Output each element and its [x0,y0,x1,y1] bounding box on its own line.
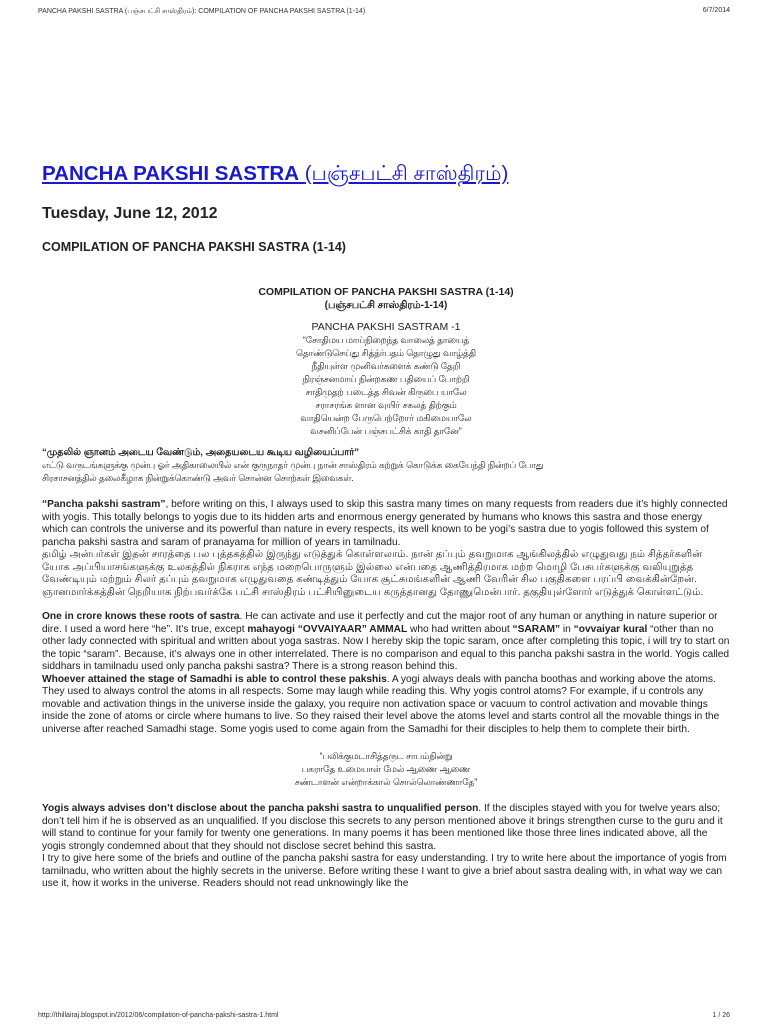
center-title: COMPILATION OF PANCHA PAKSHI SASTRA (1-14) [258,286,514,298]
post-content [42,158,730,891]
verse-line: “பலிக்குமடாசித்தருட சாபம்நின்று [319,751,453,761]
verse-block [42,334,730,438]
paragraph-lead: “Pancha pakshi sastram” [42,499,166,510]
blog-title-english: PANCHA PAKSHI SASTRA [42,162,300,185]
blog-title-link[interactable] [42,158,730,190]
footer-page-number: 1 / 26 [712,1012,730,1019]
paragraph-one-in-crore [42,611,730,674]
paragraph-text: . A yogi always deals with pancha boothas and working above the atoms. They used to always control the atoms in all respects. Some may laugh while reading this. Why yogis control atoms? For example, if u controls any movable and activation things in the universe inside the galaxy, you require non activation space or vacuum to control activation and movable things inside the zone of atoms or circle where humans to live. So they raised their level above the atoms level and starts control all the movable things in the universe after reached Samadhi stage. Some yogis used to come again from the Samadhi for their disciples to help them to complete their birth. [42,673,720,735]
verse-block-2 [42,750,730,789]
verse-line: நீதியுள்ள முனிவர்களைக் கண்டு தேறி [311,361,461,371]
paragraph-yogis-advise [42,803,730,853]
paragraph-samadhi [42,674,730,737]
paragraph-text: , before writing on this, I always used to skip this sastra many times on many requests from readers due it’s highly connected with yogis. This totally belongs to yogis due to its hidden arts and enormous energy generated by humans who knows this sastra and those energy which can controls the universe and its powerful than nature in every respects, its well known to be yogi’s sastra due to yogis followed this system of pancha pakshi sastra and saram of pranayama for million of years in tamilnadu. [42,499,728,548]
paragraph-text: who had written about [407,623,513,635]
paragraph-lead: Whoever attained the stage of Samadhi is able to control these pakshis [42,673,387,685]
verse-line: “சோதிமய மாய்நிறைந்த வாலைத் தாயைத் [302,335,470,345]
verse-line: வசனிப்பேன் பஞ்சபட்சிக் காதி தானே” [310,426,462,436]
bold-term: “SARAM” [512,623,561,635]
center-subtitle: (பஞ்சபட்சி சாஸ்திரம்-1-14) [324,300,448,311]
verse-line: சாதிமுதற் படைத்த சிவன் கிருபை யாலே [305,387,467,397]
tamil-line: எட்டு வருடங்களுக்கு முன்பு ஓர் அதிகாலையில் என் குருநாதர் முன்பு நான் சாஸ்திரம் கற்றுக் கொடுக்க கையேந்தி நின்றப் போது [42,460,544,470]
post-title[interactable]: COMPILATION OF PANCHA PAKSHI SASTRA (1-14) [42,240,346,254]
header-date: 6/7/2014 [702,7,730,14]
paragraph-lead: Yogis always advises don’t disclose about the pancha pakshi sastra to unqualified person [42,803,479,814]
print-footer [38,1012,730,1019]
tamil-intro-paragraph [42,446,730,485]
bold-name: mahayogi “OVVAIYAAR” AMMAL [247,623,408,635]
verse-line: சராசரங்க ளான வுயிர் சகலத் திற்கும் [315,400,457,410]
post-date: Tuesday, June 12, 2012 [42,205,218,222]
paragraph-text: in [560,623,574,635]
paragraph-text: . He can activate and use it perfectly and cut the major root of any human or anything in nature superior or dire. I used a word here “he”. It’s true, except [42,611,718,635]
verse-line: நிரஞ்சனமாய் நின்றகண பதியைப் போற்றி [302,374,470,384]
center-heading: PANCHA PAKSHI SASTRAM -1 [311,321,461,333]
paragraph-tamil-note: தமிழ் அன்பர்கள் இதன் சாரத்தை பல புத்தகத்தில் இருந்து எடுத்துக் கொள்ளலாம். நான் தப்பும் தவறுமாக ஆங்கிலத்தில் எழுதுவது நம் சித்தர்களின் யோக அப்பியாசங்களுக்கு உலகத்தில் நிகராக எந்த மறைபொருளும் இல்லை என்பதை ஆணித்திரமாக மற்ற மொழி பேசுபர்களுக்கு வலியுறுத்த வேண்டியும் மற்றும் சிலர் தப்பும் தவறுமாக எழுதுவதை கண்டித்தும் யோக சூட்சுமங்களின் ஆணி வேரின் சில பகுதிகளை பரப்பி வைக்கின்றேன். ஞானமார்க்கத்தின் நெறியாக நிற்பவர்க்கே பட்சி சாஸ்திரம் பட்சியினுடைய கருத்தானது தோணுமென்பார். தகுதியுள்ளோர் எடுத்துக் கொள்ளட்டும். [42,549,704,598]
header-page-title: PANCHA PAKSHI SASTRA (பஞ்சபட்சி சாஸ்திரம்): COMPILATION OF PANCHA PAKSHI SASTRA (1-14) [38,8,366,15]
verse-line: வாதியென்ற பேருபெற்றோர் மகிமையாலே [300,413,472,423]
verse-line: பகராதே உமையாள் மேல் ஆணை ஆணை [301,764,471,774]
paragraph-pancha-pakshi-sastram [42,499,730,549]
paragraph-text: . If the disciples stayed with you for twelve years also; don’t tell him if he is observed as an unqualified. If you disclose this secrets to any person mentioned above it brings strengthen curse to the guru and it will stand to continue for your family for twenty one generations. In many poems it has been mentioned like those three lines indicated above, all the yogis strongly condemned about that they should not disclose secret behind this sastra. [42,803,723,852]
blog-title-tamil: (பஞ்சபட்சி சாஸ்திரம்) [304,162,509,185]
paragraph-text: “other than no other lady connected with spiritual and written about yoga sastras. Now I hereby skip the topic saram, once after completing this topic, i will try to start on the topic “saram”. Because, it’s always one in other interrelated. There is no comparison and equal to this pancha pakshi sastra in the world. Yogis called siddhars in tamilnadu used only pancha pakshi sastra? There is a strong reason behind this. [42,623,730,672]
verse-line: சண்டாளன் என்றாக்கால் சொல்லொண்ணாதே” [294,777,478,787]
paragraph-lead: One in crore knows these roots of sastra [42,611,240,622]
verse-line: தொண்டுசெய்து சித்த்ர்பதம் தொழுது வாழ்த்தி [296,348,476,358]
paragraph-briefs: I try to give here some of the briefs and outline of the pancha pakshi sastra for easy understanding. I try to write here about the importance of yogis from tamilnadu, who written about the highly secrets in the universe. Before writing these I want to give a brief about sastra dealing with, in what way we can use it, how it works in the universe. Readers should not read unknowingly like the [42,853,727,889]
tamil-line: சிரசாசனத்தில் தலைகீழாக நின்றுக்கொண்டு அவர் சொன்ன சொற்கள் இவைகள். [42,473,354,483]
tamil-lead-quote: “முதலில் ஞானம் அடைய வேண்டும், அதையடைய கூடிய வழியைப்பார்” [42,447,360,458]
bold-term: “ovvaiyar kural [573,623,648,635]
footer-url: http://thillairaj.blogspot.in/2012/06/compilation-of-pancha-pakshi-sastra-1.html [38,1012,279,1019]
